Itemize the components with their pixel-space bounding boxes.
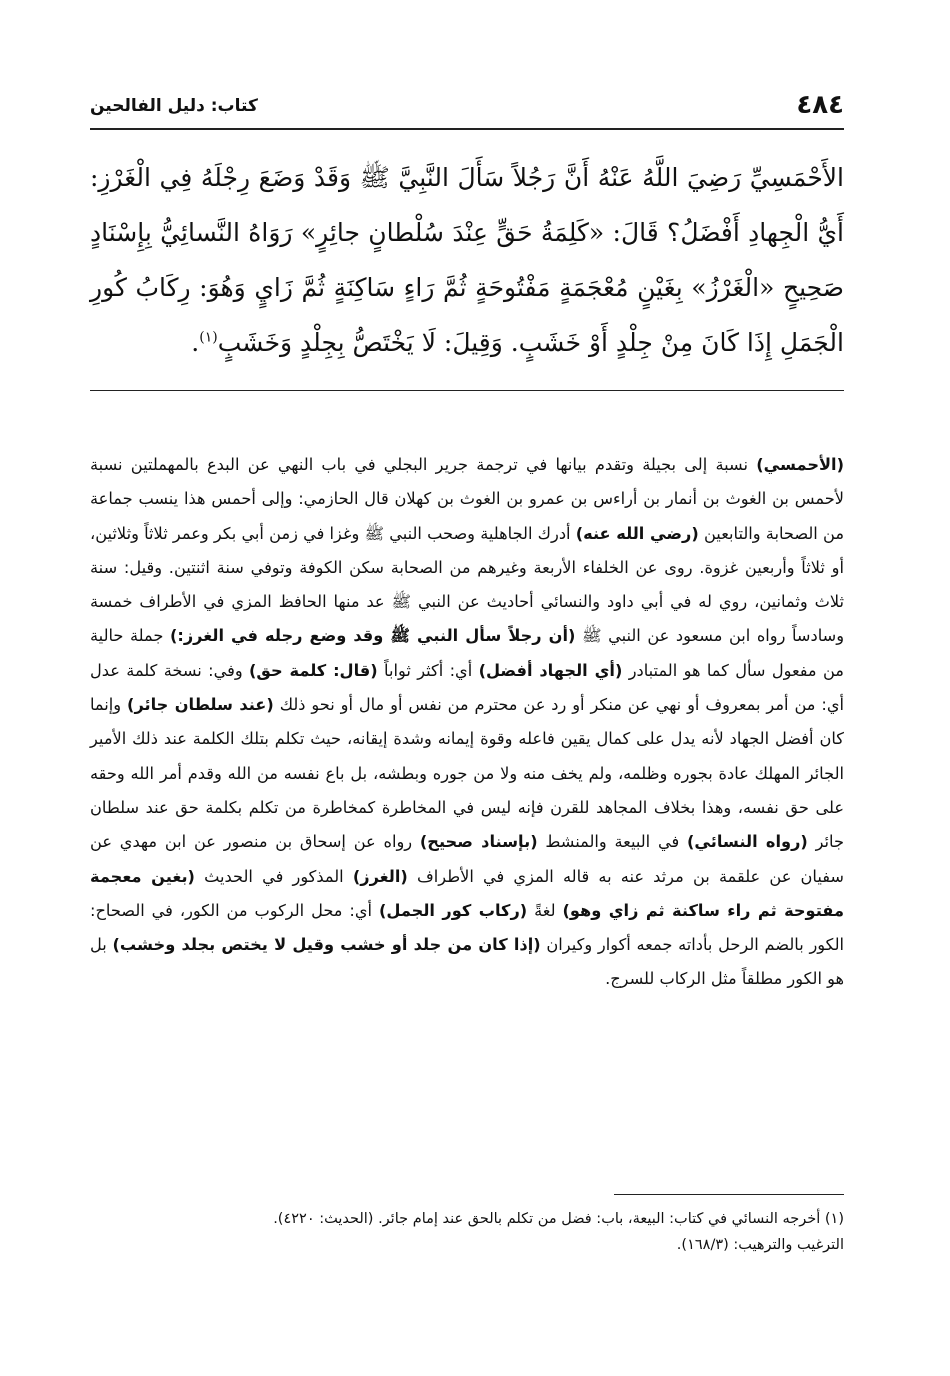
commentary-text-run: أدرك الجاهلية وصحب النبي ﷺ وغزا في زمن أبي بكر وعمر ثلاثاً وثلاثين، أو ثلاثاً وأربعين غزوة. روى عن الخلفاء الأربعة وغيرهم من الصحابة سكن الكوفة وتوفي سنة اثنتين. وقيل: سنة ثلاث وثمانين، روي له في أبي داود والنسائي أحاديث عن النبي ﷺ عد منها الحافظ المزي في الأطراف خمسة وسادساً رواه ابن مسعود عن النبي ﷺ <box>90 523 845 646</box>
commentary-text-run: أي: محل الركوب من الكور، في الصحاح: الكور بالضم الرحل بأداته جمعه أكوار وكيران <box>90 900 844 955</box>
commentary-bold: (عند سلطان جائر) <box>127 695 274 715</box>
hadith-body: الأَحْمَسِيِّ رَضِيَ اللَّهُ عَنْهُ أَنَّ رَجُلاً سَأَلَ النَّبِيَّ ﷺ وَقَدْ وَضَعَ رِجْلَهُ فِي الْغَرْزِ: أَيُّ الْجِهادِ أَفْضَلُ؟ قَالَ: «كَلِمَةُ حَقٍّ عِنْدَ سُلْطانٍ جائِرٍ» رَوَاهُ النَّسائِيُّ بِإِسْنَادٍ صَحِيحٍ «الْغَرْزُ» بِغَيْنٍ مُعْجَمَةٍ مَفْتُوحَةٍ ثُمَّ رَاءٍ سَاكِنَةٍ ثُمَّ زَايٍ وَهُوَ: رِكَابُ كُورِ الْجَمَلِ إِذَا كَانَ مِنْ جِلْدٍ أَوْ خَشَبٍ. وَقِيلَ: لَا يَخْتَصُّ بِجِلْدٍ وَخَشَبٍ <box>90 163 844 357</box>
commentary-text-run: رواه عن إسحاق بن منصور عن ابن مهدي عن سفيان عن علقمة بن مرثد عنه به قاله المزي في الأطراف <box>90 832 845 886</box>
commentary-text-run: لغةً <box>534 900 556 920</box>
footnote-marker: (١) <box>199 329 218 346</box>
footnote <box>90 1206 844 1258</box>
commentary-bold: (الأحمسي) <box>756 455 845 474</box>
commentary-text <box>90 448 844 997</box>
commentary-bold: (رضي الله عنه) <box>575 523 699 543</box>
commentary-text-run: نسبة إلى بجيلة وتقدم بيانها في ترجمة جرير البجلي في باب النهي عن البدع <box>207 455 748 474</box>
hadith-text <box>90 150 844 370</box>
commentary-bold: (ركاب كور الجمل) <box>378 900 528 920</box>
commentary-text-run: وإنما كان أفضل الجهاد لأنه يدل على كمال يقين فاعله وقوة إيمانه وشدة إيقانه، حيث تكلم بتلك الكلمة عند ذلك الأمير الجائر المهلك عادة بجوره وظلمه، ولم يخف منه ولا من جوره وبطشه، بل باع نفسه من الله وقدم أمر الله وحقه على حق نفسه، وهذا بخلاف المجاهد للقرن فإنه ليس في المخاطرة كمخاطرة من تكلم بكلمة حق عند سلطان جائر <box>90 695 844 852</box>
commentary-text-run: بالمهملتين نسبة لأحمس بن الغوث بن أنمار بن أراءس بن عمرو بن الغوث بن كهلان قال الحازمي: وإلى أحمس هذا ينسب جماعة من الصحابة والتابعين <box>90 455 844 543</box>
page-header <box>90 88 844 130</box>
commentary-bold: (قال: كلمة حق) <box>249 660 378 680</box>
commentary-text-run: المذكور في الحديث <box>204 866 344 886</box>
hadith-end-mark: . <box>191 328 200 357</box>
commentary-bold: (أن رجلاً سأل النبي ﷺ وقد وضع رجله في الغرز:) <box>169 626 576 646</box>
commentary-bold: (الغرز) <box>352 866 408 886</box>
commentary-text-run: بل هو الكور مطلقاً مثل الركاب للسرج. <box>90 935 844 989</box>
commentary-bold: (بغين معجمة مفتوحة ثم راء ساكنة ثم زاي وهو) <box>90 866 844 920</box>
footnote-divider <box>614 1194 844 1195</box>
commentary-text-run: جملة حالية من مفعول سأل كما هو المتبادر <box>90 626 844 680</box>
page-number: ٤٨٤ <box>796 90 844 120</box>
commentary-bold: (إذا كان من جلد أو خشب وقيل لا يختص بجلد وخشب) <box>112 935 541 955</box>
commentary-text-run: في البيعة والمنشط <box>545 832 680 852</box>
commentary-text-run: وفي: نسخة كلمة عدل أي: من أمر بمعروف أو نهي عن منكر أو رد عن محترم من نفس أو مال أو نحو ذلك <box>90 660 844 715</box>
footnote-line: (١) أخرجه النسائي في كتاب: البيعة، باب: فضل من تكلم بالحق عند إمام جائر. (الحديث: ٤٢٢٠). <box>273 1211 844 1227</box>
commentary-text-run: أي: أكثر ثواباً <box>384 660 473 680</box>
footnote-line: الترغيب والترهيب: (١٦٨/٣). <box>676 1237 844 1253</box>
section-divider <box>90 390 844 391</box>
commentary-bold: (بإسناد صحيح) <box>419 832 538 852</box>
running-title: كتاب: دليل الفالحين <box>90 96 258 116</box>
commentary-bold: (أي الجهاد أفضل) <box>478 660 623 680</box>
commentary-bold: (رواه النسائي) <box>687 832 808 852</box>
